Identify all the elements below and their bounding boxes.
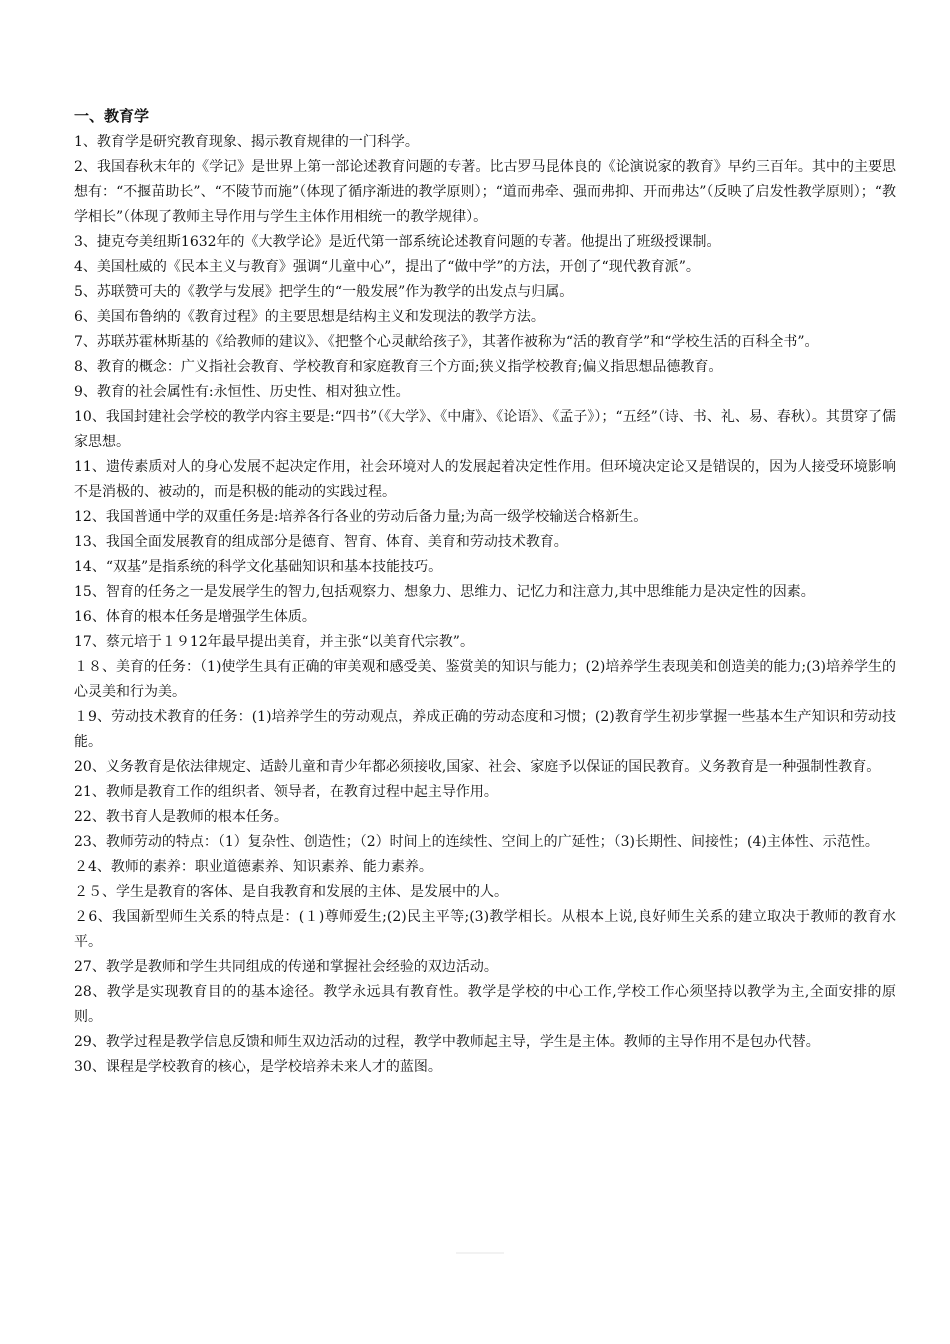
list-item: 4、美国杜威的《民本主义与教育》强调“儿童中心”，提出了“做中学”的方法，开创了“现代教育派”。 (74, 259, 700, 275)
list-item: 14、“双基”是指系统的科学文化基础知识和基本技能技巧。 (74, 559, 443, 575)
list-item: 30、课程是学校教育的核心，是学校培养未来人才的蓝图。 (74, 1059, 442, 1075)
list-item: 13、我国全面发展教育的组成部分是德育、智育、体育、美育和劳动技术教育。 (74, 534, 568, 550)
list-item: ２6、我国新型师生关系的特点是：(１)尊师爱生;(2)民主平等;(3)教学相长。从根本上说,良好师生关系的建立取决于教师的教育水平。 (74, 909, 896, 950)
list-item: 23、教师劳动的特点：（1）复杂性、创造性；（2）时间上的连续性、空间上的广延性；（3)长期性、间接性；(4)主体性、示范性。 (74, 834, 879, 850)
list-item: 8、教育的概念：广义指社会教育、学校教育和家庭教育三个方面;狭义指学校教育;偏义指思想品德教育。 (74, 359, 723, 375)
list-item: １9、劳动技术教育的任务：(1)培养学生的劳动观点，养成正确的劳动态度和习惯；(2)教育学生初步掌握一些基本生产知识和劳动技能。 (74, 709, 896, 750)
section-title: 一、教育学 (74, 107, 150, 125)
list-item: 5、苏联赞可夫的《教学与发展》把学生的“一般发展”作为教学的出发点与归属。 (74, 284, 574, 300)
list-item: 9、教育的社会属性有:永恒性、历史性、相对独立性。 (74, 384, 410, 400)
list-item: ２4、教师的素养：职业道德素养、知识素养、能力素养。 (74, 859, 433, 875)
list-item: 10、我国封建社会学校的教学内容主要是:“四书”（《大学》、《中庸》、《论语》、《孟子》）；“五经”（诗、书、礼、易、春秋）。其贯穿了儒家思想。 (74, 409, 896, 450)
list-item: 7、苏联苏霍林斯基的《给教师的建议》、《把整个心灵献给孩子》，其著作被称为“活的教育学”和“学校生活的百科全书”。 (74, 334, 819, 350)
document-page (74, 106, 896, 1080)
list-item: 3、捷克夸美纽斯1632年的《大教学论》是近代第一部系统论述教育问题的专著。他提出了班级授课制。 (74, 234, 721, 250)
list-item: 28、教学是实现教育目的的基本途径。教学永远具有教育性。教学是学校的中心工作,学校工作心须坚持以教学为主,全面安排的原则。 (74, 984, 896, 1025)
list-item: 12、我国普通中学的双重任务是:培养各行各业的劳动后备力量;为高一级学校输送合格新生。 (74, 509, 648, 525)
list-item: 27、教学是教师和学生共同组成的传递和掌握社会经验的双边活动。 (74, 959, 498, 975)
list-item: 29、教学过程是教学信息反馈和师生双边活动的过程，教学中教师起主导，学生是主体。教师的主导作用不是包办代替。 (74, 1034, 820, 1050)
list-item: 20、义务教育是依法律规定、适龄儿童和青少年都必须接收,国家、社会、家庭予以保证的国民教育。义务教育是一种强制性教育。 (74, 759, 881, 775)
list-item: 21、教师是教育工作的组织者、领导者，在教育过程中起主导作用。 (74, 784, 498, 800)
list-item: 17、蔡元培于１９12年最早提出美育，并主张“以美育代宗教”。 (74, 634, 474, 650)
list-item: 6、美国布鲁纳的《教育过程》的主要思想是结构主义和发现法的教学方法。 (74, 309, 545, 325)
footer-divider (456, 1252, 504, 1254)
list-item: 1、教育学是研究教育现象、揭示教育规律的一门科学。 (74, 134, 419, 150)
list-item: 15、智育的任务之一是发展学生的智力,包括观察力、想象力、思维力、记忆力和注意力,其中思维能力是决定性的因素。 (74, 584, 815, 600)
item-list (74, 130, 896, 1080)
list-item: 16、体育的根本任务是增强学生体质。 (74, 609, 316, 625)
list-item: １８、美育的任务：（1)使学生具有正确的审美观和感受美、鉴赏美的知识与能力；(2)培养学生表现美和创造美的能力;(3)培养学生的心灵美和行为美。 (74, 659, 896, 700)
list-item: 2、我国春秋末年的《学记》是世界上第一部论述教育问题的专著。比古罗马昆体良的《论演说家的教育》早约三百年。其中的主要思想有：“不揠苗助长”、“不陵节而施”（体现了循序渐进的教学原则）；“道而弗牵、强而弗抑、开而弗达”（反映了启发性教学原则）；“教学相长”（体现了教师主导作用与学生主体作用相统一的教学规律）。 (74, 159, 896, 225)
list-item: ２５、学生是教育的客体、是自我教育和发展的主体、是发展中的人。 (74, 884, 508, 900)
list-item: 22、教书育人是教师的根本任务。 (74, 809, 288, 825)
list-item: 11、遗传素质对人的身心发展不起决定作用，社会环境对人的发展起着决定性作用。但环境决定论又是错误的，因为人接受环境影响不是消极的、被动的，而是积极的能动的实践过程。 (74, 459, 896, 500)
